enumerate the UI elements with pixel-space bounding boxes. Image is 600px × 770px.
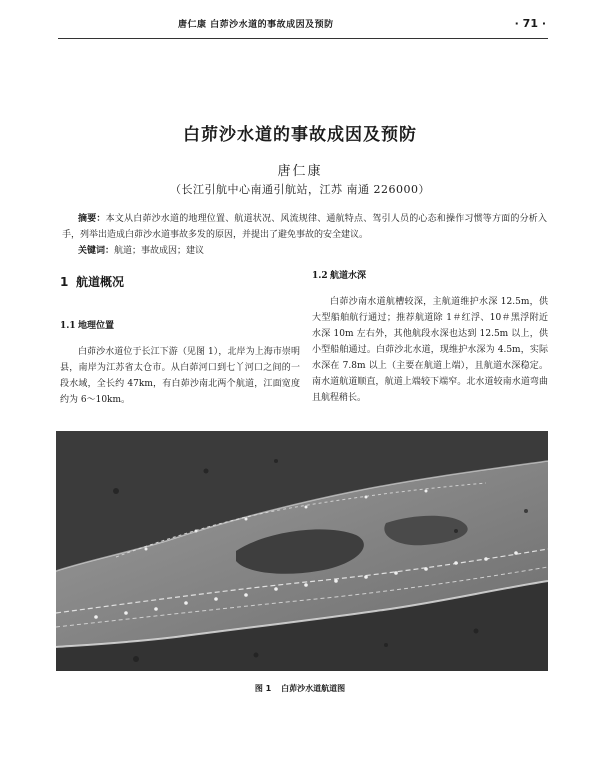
depth-paragraph: 白茆沙南水道航槽较深，主航道维护水深 12.5m，供大型船舶航行通过；推荐航道除 1＃红浮、10＃黑浮附近水深 10m 左右外，其他航段水深也达到 12.5m 以上，供小型船舶通过。白茆沙北水道，现维护水深为 4.5m，实际水深在 7.8m 以上（主要在航道上端），且航道水深稳定。南水道航道顺直，航道上端较下端窄。北水道较南水道弯曲且航程稍长。 — [312, 297, 548, 403]
subsection-title: 航道水深 — [330, 271, 367, 281]
subsection-number: 1.2 — [312, 271, 328, 281]
subsection-heading-1-1 — [60, 318, 300, 334]
subsection-heading-1-2 — [312, 268, 548, 284]
article-author: 唐仁康 — [277, 164, 323, 179]
keywords-label: 关键词： — [78, 246, 115, 256]
section-number: 1 — [60, 275, 69, 289]
keywords-text: 航道；事故成因；建议 — [114, 246, 205, 256]
figure-number: 图 1 — [254, 684, 272, 693]
geography-paragraph: 白茆沙水道位于长江下游（见图 1），北岸为上海市崇明县，南岸为江苏省太仓市。从白茆河口到七丫河口之间的一段水域，全长约 47km，有白茆沙南北两个航道，江面宽度约为 6～10km。 — [60, 347, 300, 405]
abstract-label: 摘要： — [78, 214, 106, 224]
page-number: · 71 · — [514, 16, 546, 30]
left-column — [60, 272, 300, 408]
channel-map-figure — [56, 431, 548, 671]
running-title: 唐仁康 白茆沙水道的事故成因及预防 — [178, 19, 334, 30]
figure-caption-text: 白茆沙水道航道图 — [281, 684, 346, 693]
keywords — [62, 243, 547, 259]
right-column — [312, 268, 548, 406]
article-title: 白茆沙水道的事故成因及预防 — [183, 125, 417, 145]
abstract-text: 本文从白茆沙水道的地理位置、航道状况、风流规律、通航特点、驾引人员的心态和操作习惯等方面的分析入手，列举出造成白茆沙水道事故多发的原因，并提出了避免事故的安全建议。 — [62, 214, 547, 240]
running-header — [58, 8, 548, 39]
abstract-block — [62, 211, 547, 259]
section-heading — [60, 272, 300, 292]
article-affiliation: （长江引航中心南通引航站，江苏 南通 226000） — [170, 183, 430, 196]
channel-map-image — [56, 431, 548, 671]
figure-caption — [0, 683, 600, 694]
subsection-title: 地理位置 — [78, 321, 115, 331]
subsection-number: 1.1 — [60, 321, 76, 331]
abstract — [62, 211, 547, 243]
section-title: 航道概况 — [76, 275, 125, 289]
